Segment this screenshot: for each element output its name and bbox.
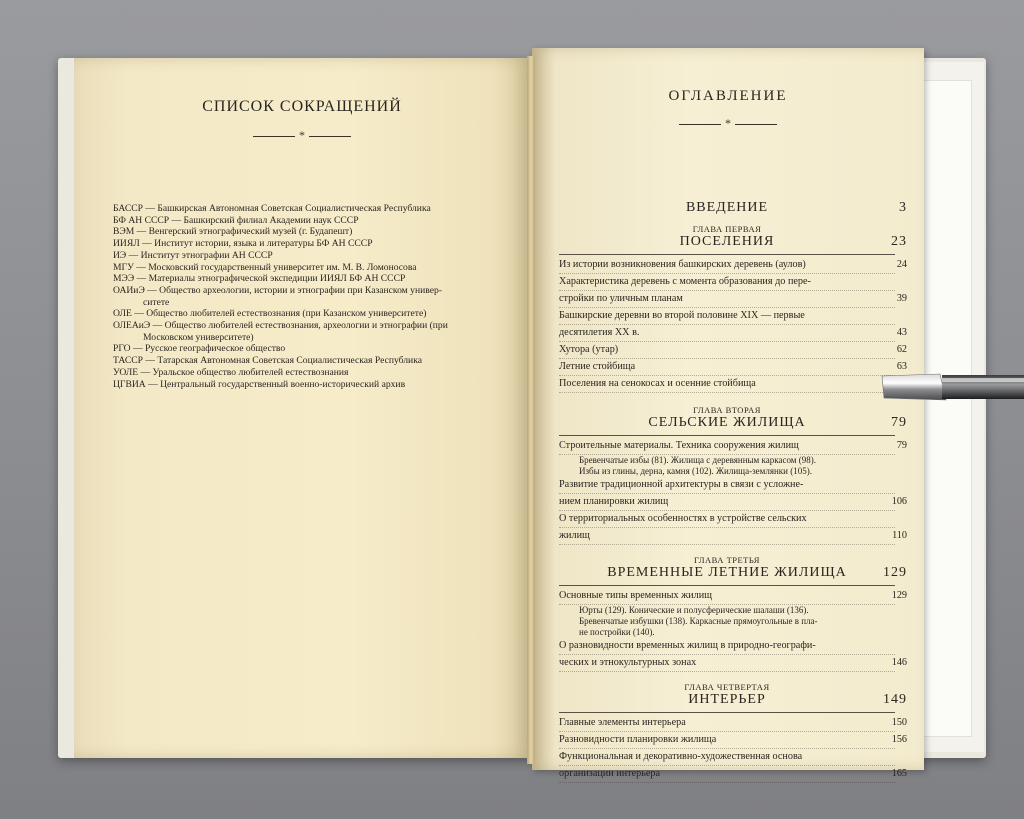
abbreviation-entry: МГУ — Московский государственный университет им. М. В. Ломоносова (113, 261, 417, 273)
table-of-contents (559, 200, 907, 783)
toc-entry (559, 477, 895, 494)
abbreviation-entry: ситете (143, 296, 170, 308)
chapter-title-text: ИНТЕРЬЕР (688, 692, 766, 707)
toc-subentry-text: Бревенчатые избы (81). Жилища с деревянным каркасом (98). (579, 455, 816, 465)
page-number: 150 (891, 717, 907, 728)
toc-entry-text: Строительные материалы. Техника сооружения жилищ (559, 440, 799, 451)
page-number: 146 (891, 657, 907, 668)
divider (559, 712, 895, 713)
page-number: 63 (896, 361, 907, 372)
chapter-title (559, 415, 907, 431)
contents-title: ОГЛАВЛЕНИЕ (668, 88, 788, 104)
page-number: 129 (883, 565, 907, 580)
page-number: 106 (891, 496, 907, 507)
toc-entry (559, 359, 907, 376)
chapter-title-text: СЕЛЬСКИЕ ЖИЛИЩА (648, 415, 806, 430)
abbreviation-entry: ОАИиЭ — Общество археологии, истории и этнографии при Казанском универ- (113, 284, 442, 296)
chapter-label (559, 682, 895, 692)
toc-entry-text: организации интерьера (559, 768, 660, 779)
toc-entry-text: ческих и этнокультурных зонах (559, 657, 697, 668)
divider (559, 254, 895, 255)
abbreviations-list (113, 203, 493, 390)
toc-subentry-text: Бревенчатые избушки (138). Каркасные прямоугольные в пла- (579, 616, 818, 626)
page-number: 79 (891, 415, 907, 430)
toc-subentry (559, 616, 895, 627)
toc-entry-text: нием планировки жилищ (559, 496, 669, 507)
intro-heading-text: ВВЕДЕНИЕ (685, 200, 769, 215)
intro-heading (559, 200, 907, 216)
right-ornament: * (532, 116, 924, 131)
abbreviation-entry: ОЛЕ — Общество любителей естествознания (при Казанском университете) (113, 308, 427, 320)
page-number: 23 (891, 234, 907, 249)
toc-entry (559, 588, 907, 605)
toc-subentry-text: Избы из глины, дерна, камня (102). Жилища-землянки (105). (579, 466, 812, 476)
chapter-label (559, 224, 895, 234)
page-number: 110 (892, 530, 907, 541)
abbreviation-entry: ЦГВИА — Центральный государственный военно-исторический архив (113, 378, 406, 390)
abbreviations-title: СПИСОК СОКРАЩЕНИЙ (202, 98, 402, 115)
left-page (74, 58, 530, 758)
toc-entry (559, 291, 907, 308)
toc-entry-text: Поселения на сенокосах и осенние стойбища (559, 378, 756, 389)
cover-flap-inner (918, 80, 972, 737)
toc-entry (559, 257, 907, 274)
pen (880, 368, 1024, 406)
abbreviation-entry: ВЭМ — Венгерский этнографический музей (г. Будапешт) (113, 226, 353, 238)
toc-entry-text: стройки по уличным планам (559, 293, 683, 304)
chapter-title (559, 234, 907, 250)
toc-entry (559, 715, 907, 732)
page-number: 62 (896, 344, 907, 355)
abbreviation-entry: РГО — Русское географическое общество (113, 343, 286, 355)
toc-entry-text: Разновидности планировки жилища (559, 734, 717, 745)
toc-entry-text: Развитие традиционной архитектуры в связи с усложне- (559, 479, 804, 490)
toc-entry-text: О разновидности временных жилищ в природно-географи- (559, 640, 816, 651)
toc-entry-text: Функциональная и декоративно-художественная основа (559, 751, 803, 762)
chapter-label-text: ГЛАВА ЧЕТВЕРТАЯ (684, 682, 770, 692)
toc-entry (559, 376, 895, 393)
left-ornament: * (74, 128, 530, 143)
page-number: 129 (891, 590, 907, 601)
divider (559, 585, 895, 586)
abbreviation-entry: МЭЭ — Материалы этнографической экспедиции ИИЯЛ БФ АН СССР (113, 273, 406, 285)
toc-entry (559, 494, 907, 511)
toc-entry (559, 511, 895, 528)
abbreviation-entry: ИИЯЛ — Институт истории, языка и литературы БФ АН СССР (113, 238, 373, 250)
toc-entry (559, 274, 895, 291)
toc-entry-text: Башкирские деревни во второй половине XIX — первые (559, 310, 805, 321)
toc-subentry (559, 605, 895, 616)
page-number: 149 (883, 692, 907, 707)
toc-entry-text: Главные элементы интерьера (559, 717, 686, 728)
toc-entry (559, 308, 895, 325)
toc-subentry (559, 455, 895, 466)
chapter-title-text: ПОСЕЛЕНИЯ (679, 234, 775, 249)
page-number: 156 (891, 734, 907, 745)
page-number: 3 (899, 200, 907, 215)
abbreviation-entry: ТАССР — Татарская Автономная Советская Социалистическая Республика (113, 355, 422, 367)
toc-entry (559, 528, 907, 545)
toc-entry-text: Из истории возникновения башкирских деревень (аулов) (559, 259, 806, 270)
abbreviation-entry: Московском университете) (143, 331, 254, 343)
toc-subentry (559, 627, 895, 638)
chapter-label (559, 555, 895, 565)
page-number: 39 (896, 293, 907, 304)
toc-entry-text: Хутора (утар) (559, 344, 619, 355)
toc-entry-text: Летние стойбища (559, 361, 636, 372)
toc-subentry (559, 466, 895, 477)
toc-entry-text: десятилетия XX в. (559, 327, 640, 338)
page-number: 43 (896, 327, 907, 338)
abbreviation-entry: УОЛЕ — Уральское общество любителей естествознания (113, 366, 349, 378)
chapter-label-text: ГЛАВА ТРЕТЬЯ (694, 555, 760, 565)
toc-entry-text: Основные типы временных жилищ (559, 590, 713, 601)
toc-subentry-text: Юрты (129). Конические и полусферические шалаши (136). (579, 605, 809, 615)
chapter-title-text: ВРЕМЕННЫЕ ЛЕТНИЕ ЖИЛИЩА (607, 565, 847, 580)
chapter-label (559, 405, 895, 415)
page-number: 24 (896, 259, 907, 270)
toc-entry (559, 438, 907, 455)
abbreviation-entry: ОЛЕАиЭ — Общество любителей естествознания, археологии и этнографии (при (113, 320, 448, 332)
toc-entry (559, 325, 907, 342)
book-gutter (527, 56, 535, 764)
toc-entry (559, 766, 907, 783)
abbreviation-entry: БФ АН СССР — Башкирский филиал Академии наук СССР (113, 214, 359, 226)
abbreviation-entry: БАССР — Башкирская Автономная Советская Социалистическая Республика (113, 203, 431, 214)
toc-entry-text: жилищ (559, 530, 590, 541)
toc-entry (559, 638, 895, 655)
chapter-title (559, 565, 907, 581)
page-number: 165 (891, 768, 907, 779)
abbreviation-entry: ИЭ — Институт этнографии АН СССР (113, 249, 273, 261)
toc-entry-text: Характеристика деревень с момента образования до пере- (559, 276, 811, 287)
toc-entry (559, 749, 895, 766)
toc-entry (559, 342, 907, 359)
toc-entry (559, 732, 907, 749)
toc-entry-text: О территориальных особенностях в устройстве сельских (559, 513, 807, 524)
toc-subentry-text: не постройки (140). (579, 627, 655, 637)
chapter-title (559, 692, 907, 708)
chapter-label-text: ГЛАВА ПЕРВАЯ (692, 224, 762, 234)
toc-entry (559, 655, 907, 672)
page-number: 79 (896, 440, 907, 451)
divider (559, 435, 895, 436)
chapter-label-text: ГЛАВА ВТОРАЯ (693, 405, 761, 415)
